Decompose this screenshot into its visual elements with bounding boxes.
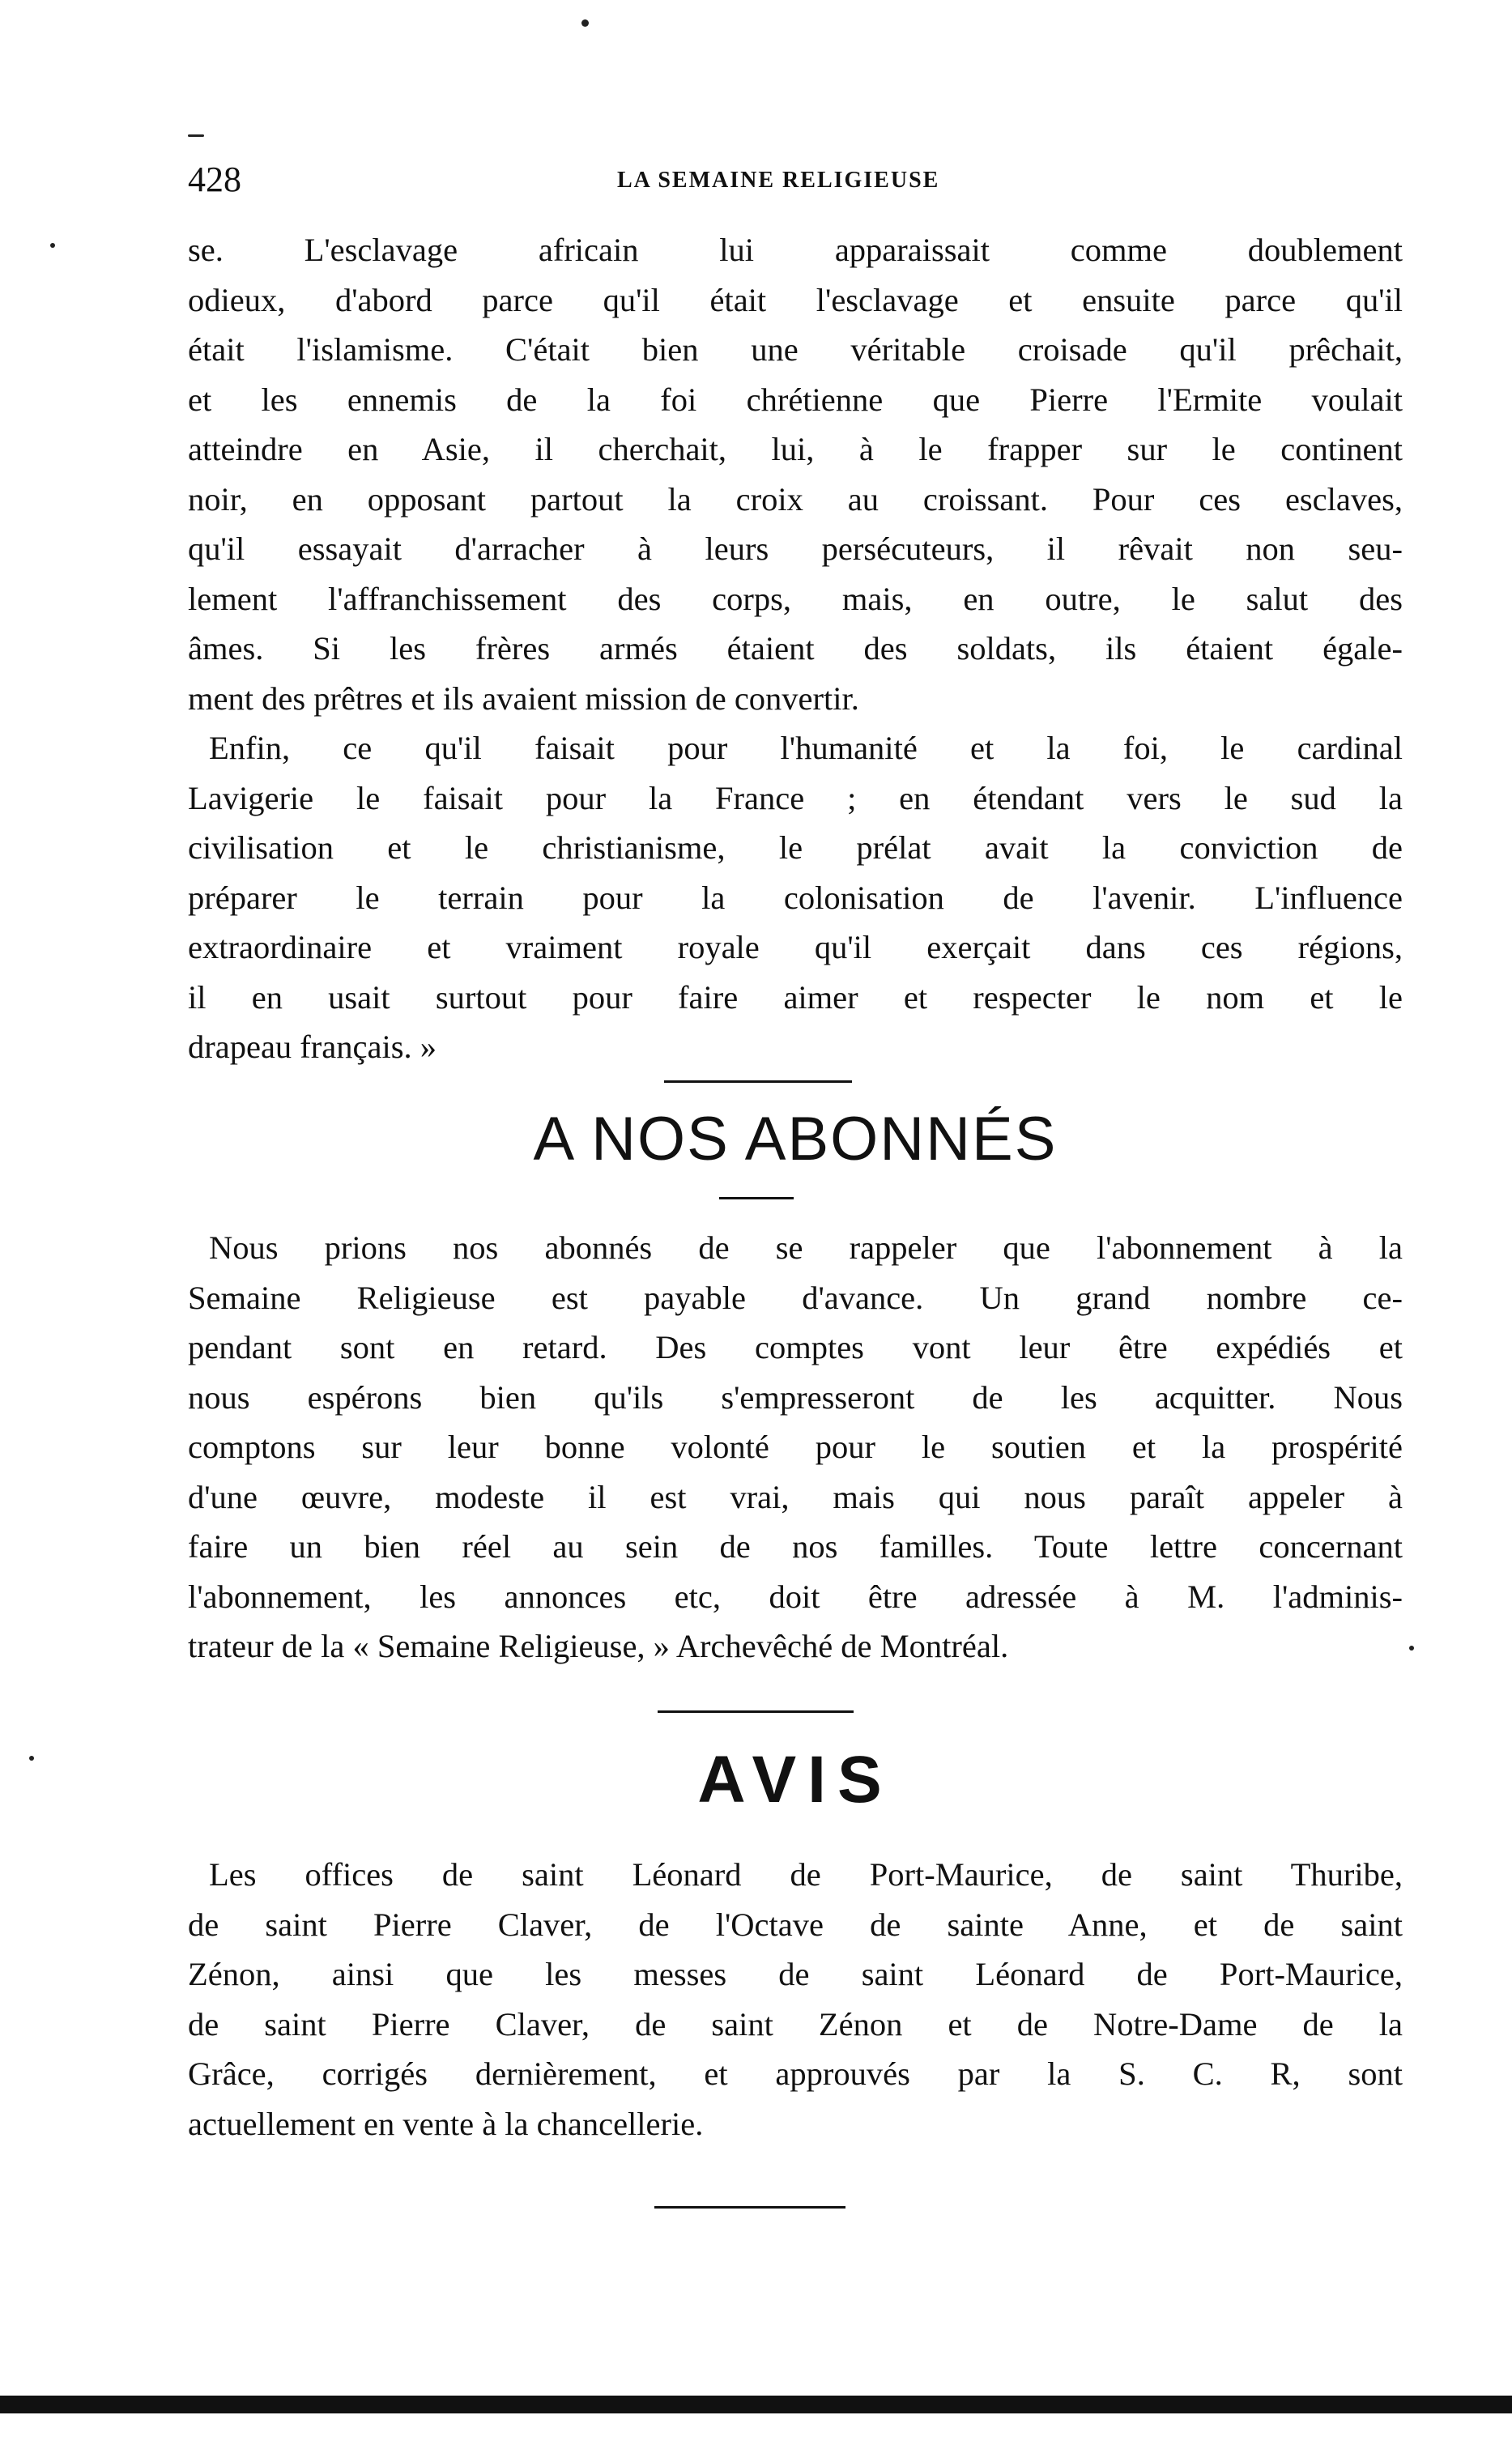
text-line: Nous prions nos abonnés de se rappeler que l'abonnement à la <box>209 1229 1403 1266</box>
text-line: odieux, d'abord parce qu'il était l'esclavage et ensuite parce qu'il <box>188 281 1403 318</box>
text-line: extraordinaire et vraiment royale qu'il exerçait dans ces régions, <box>188 929 1403 965</box>
text-line: actuellement en vente à la chancellerie. <box>188 2105 704 2142</box>
text-line: lement l'affranchissement des corps, mais, en outre, le salut des <box>188 580 1403 617</box>
notice-paragraph <box>188 1850 1403 2149</box>
paragraph <box>188 723 1403 1072</box>
ink-speck <box>1409 1646 1414 1651</box>
text-line: atteindre en Asie, il cherchait, lui, à le frapper sur le continent <box>188 431 1403 467</box>
paragraph <box>188 1850 1403 2149</box>
paragraph <box>188 225 1403 723</box>
text-line: et les ennemis de la foi chrétienne que Pierre l'Ermite voulait <box>188 381 1403 418</box>
text-line: était l'islamisme. C'était bien une véritable croisade qu'il prêchait, <box>188 331 1403 368</box>
section-divider <box>658 1710 854 1713</box>
text-line: Lavigerie le faisait pour la France ; en étendant vers le sud la <box>188 779 1403 816</box>
notice-heading: AVIS <box>697 1743 893 1817</box>
text-line: trateur de la « Semaine Religieuse, » Archevêché de Montréal. <box>188 1628 1009 1664</box>
closing-divider <box>654 2206 845 2209</box>
text-line: de saint Pierre Claver, de saint Zénon et de Notre-Dame de la <box>188 2005 1403 2042</box>
paragraph <box>188 1223 1403 1672</box>
text-line: noir, en opposant partout la croix au croissant. Pour ces esclaves, <box>188 480 1403 518</box>
ink-speck <box>29 1756 34 1761</box>
running-title: LA SEMAINE RELIGIEUSE <box>617 168 940 193</box>
text-line: faire un bien réel au sein de nos familles. Toute lettre concernant <box>188 1528 1403 1565</box>
subscribers-heading: A NOS ABONNÉS <box>533 1105 1058 1174</box>
text-line: il en usait surtout pour faire aimer et respecter le nom et le <box>188 978 1403 1016</box>
text-line: Grâce, corrigés dernièrement, et approuvés par la S. C. R, sont <box>188 2055 1403 2092</box>
text-line: Semaine Religieuse est payable d'avance. Un grand nombre ce- <box>188 1279 1403 1316</box>
text-line: qu'il essayait d'arracher à leurs persécuteurs, il rêvait non seu- <box>188 530 1403 567</box>
ink-speck <box>50 243 55 248</box>
text-line: nous espérons bien qu'ils s'empresseront de les acquitter. Nous <box>188 1378 1403 1416</box>
text-line: Les offices de saint Léonard de Port-Maurice, de saint Thuribe, <box>209 1856 1403 1893</box>
text-line: de saint Pierre Claver, de l'Octave de sainte Anne, et de saint <box>188 1906 1403 1943</box>
text-line: d'une œuvre, modeste il est vrai, mais qui nous paraît appeler à <box>188 1478 1403 1515</box>
text-line: drapeau français. » <box>188 1029 437 1065</box>
ink-speck <box>581 19 589 27</box>
text-line: âmes. Si les frères armés étaient des soldats, ils étaient égale- <box>188 630 1403 667</box>
running-head <box>188 158 1403 207</box>
text-line: civilisation et le christianisme, le prélat avait la conviction de <box>188 829 1403 866</box>
text-line: Enfin, ce qu'il faisait pour l'humanité et la foi, le cardinal <box>209 730 1403 766</box>
scan-edge-bar <box>0 2396 1512 2413</box>
section-divider <box>664 1080 852 1083</box>
ink-speck <box>188 134 204 137</box>
continued-paragraph <box>188 225 1403 723</box>
text-line: se. L'esclavage africain lui apparaissait comme doublement <box>188 232 1403 268</box>
page-number: 428 <box>188 160 241 199</box>
text-line: ment des prêtres et ils avaient mission de convertir. <box>188 679 859 717</box>
text-line: l'abonnement, les annonces etc, doit être adressée à M. l'adminis- <box>188 1578 1403 1615</box>
subscribers-paragraph <box>188 1223 1403 1672</box>
text-line: pendant sont en retard. Des comptes vont leur être expédiés et <box>188 1329 1403 1365</box>
text-line: Zénon, ainsi que les messes de saint Léonard de Port-Maurice, <box>188 1956 1403 1992</box>
text-line: préparer le terrain pour la colonisation de l'avenir. L'influence <box>188 879 1403 916</box>
text-line: comptons sur leur bonne volonté pour le soutien et la prospérité <box>188 1429 1403 1465</box>
lavigerie-paragraph <box>188 723 1403 1072</box>
heading-underline <box>719 1197 794 1199</box>
